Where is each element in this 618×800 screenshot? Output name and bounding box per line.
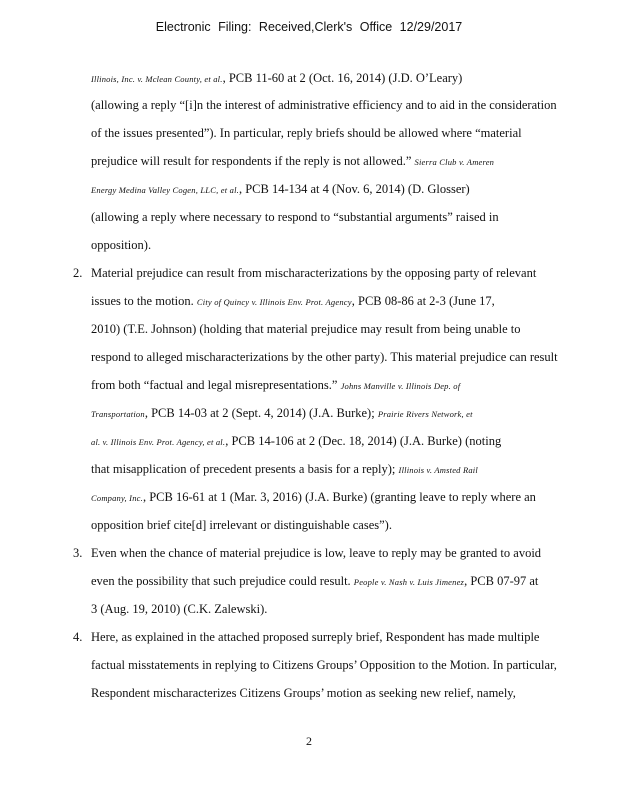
paragraph-number: 4. bbox=[73, 630, 83, 644]
p3-line2 bbox=[91, 573, 603, 590]
body-text: prejudice will result for respondents if the reply is not allowed.” bbox=[91, 154, 412, 168]
case-citation: People v. Nash v. Luis Jimenez bbox=[353, 577, 465, 587]
case-citation: City of Quincy v. Illinois Env. Prot. Agency bbox=[196, 297, 352, 307]
p1-line3: of the issues presented”). In particular, reply briefs should be allowed where “material bbox=[91, 126, 522, 140]
p2-line3: 2010) (T.E. Johnson) (holding that material prejudice may result from being unable to bbox=[91, 322, 521, 336]
case-citation: Illinois v. Amsted Rail bbox=[398, 465, 478, 475]
citation-text: , PCB 14-03 at 2 (Sept. 4, 2014) (J.A. Burke); bbox=[144, 406, 375, 420]
citation-text: , PCB 16-61 at 1 (Mar. 3, 2016) (J.A. Burke) (granting leave to reply where an bbox=[142, 490, 536, 504]
citation-text: , PCB 14-106 at 2 (Dec. 18, 2014) (J.A. Burke) (noting bbox=[225, 434, 502, 448]
case-citation: Illinois, Inc. v. Mclean County, et al. bbox=[91, 74, 223, 84]
p1-line1 bbox=[91, 70, 603, 87]
p2-line8 bbox=[91, 461, 603, 478]
p1-line4 bbox=[91, 153, 603, 170]
paragraph-number: 3. bbox=[73, 546, 83, 560]
case-citation: Company, Inc. bbox=[91, 493, 143, 503]
case-citation: Sierra Club v. Ameren bbox=[414, 157, 495, 167]
p2-line4: respond to alleged mischaracterizations by the other party). This material prejudice can result bbox=[91, 350, 558, 364]
body-text: even the possibility that such prejudice could result. bbox=[91, 574, 351, 588]
p1-line5 bbox=[91, 181, 603, 198]
p2-line10: opposition brief cite[d] irrelevant or distinguishable cases”). bbox=[91, 518, 392, 532]
p2-line6 bbox=[91, 405, 603, 422]
p2-line5 bbox=[91, 377, 603, 394]
body-text: that misapplication of precedent presents a basis for a reply); bbox=[91, 462, 396, 476]
p4-line1: Here, as explained in the attached proposed surreply brief, Respondent has made multiple bbox=[91, 630, 540, 644]
p2-line1: Material prejudice can result from mischaracterizations by the opposing party of relevant bbox=[91, 266, 537, 280]
case-citation: Energy Medina Valley Cogen, LLC, et al. bbox=[91, 185, 239, 195]
p2-line2 bbox=[91, 293, 603, 310]
p2-line7 bbox=[91, 433, 603, 450]
p1-line6: (allowing a reply where necessary to respond to “substantial arguments” raised in bbox=[91, 210, 499, 224]
filing-header: Electronic Filing: Received,Clerk's Office 12/29/2017 bbox=[155, 20, 463, 34]
p4-line2: factual misstatements in replying to Citizens Groups’ Opposition to the Motion. In particular, bbox=[91, 658, 557, 672]
case-citation: Transportation bbox=[91, 409, 145, 419]
body-text: from both “factual and legal misrepresentations.” bbox=[91, 378, 338, 392]
citation-text: , PCB 11-60 at 2 (Oct. 16, 2014) (J.D. O’Leary) bbox=[222, 71, 463, 85]
citation-text: , PCB 07-97 at bbox=[464, 574, 539, 588]
p1-line2: (allowing a reply “[i]n the interest of administrative efficiency and to aid in the consideration bbox=[91, 98, 557, 112]
case-citation: al. v. Illinois Env. Prot. Agency, et al. bbox=[91, 437, 226, 447]
citation-text: , PCB 14-134 at 4 (Nov. 6, 2014) (D. Glosser) bbox=[238, 182, 470, 196]
p3-line1: Even when the chance of material prejudice is low, leave to reply may be granted to avoid bbox=[91, 546, 542, 560]
p2-line9 bbox=[91, 489, 603, 506]
page-number: 2 bbox=[306, 734, 312, 748]
body-text: issues to the motion. bbox=[91, 294, 194, 308]
p1-line7: opposition). bbox=[91, 238, 152, 252]
citation-text: , PCB 08-86 at 2-3 (June 17, bbox=[351, 294, 495, 308]
paragraph-number: 2. bbox=[73, 266, 83, 280]
p4-line3: Respondent mischaracterizes Citizens Groups’ motion as seeking new relief, namely, bbox=[91, 686, 516, 700]
case-citation: Johns Manville v. Illinois Dep. of bbox=[340, 381, 461, 391]
case-citation: Prairie Rivers Network, et bbox=[377, 409, 473, 419]
p3-line3: 3 (Aug. 19, 2010) (C.K. Zalewski). bbox=[91, 602, 268, 616]
